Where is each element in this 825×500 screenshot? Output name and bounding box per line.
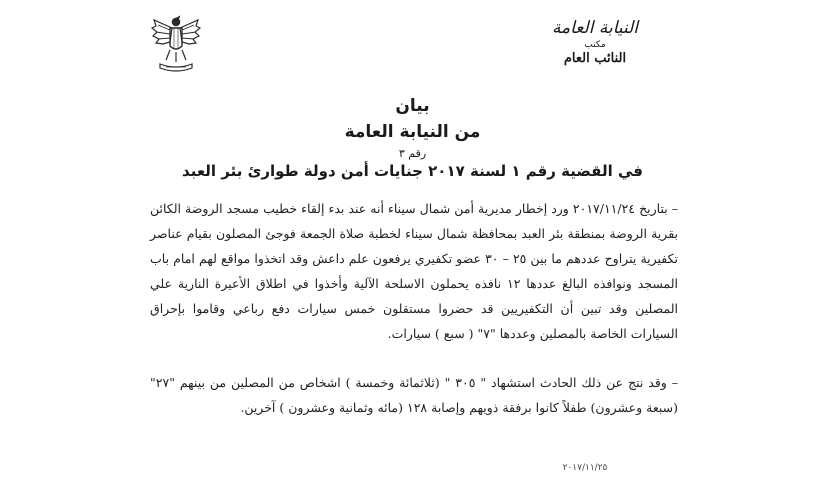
office-title: النائب العام [563,51,627,66]
paragraph-2-text: – وقد نتج عن ذلك الحادث استشهاد " ٣٠٥ " (ثلاثمائة وخمسة ) اشخاص من المصلين من بينهم "٢٧" (سبعة وعشرون) طفلاً كانوا برفقة ذويهم وإصابة ١٢٨ (مائه وثمانية وعشرون ) آخرين. [150,375,679,415]
body-paragraph [150,370,678,420]
office-header [515,18,675,66]
statement-number: رقم ٣ [398,147,427,160]
case-title: في القضية رقم ١ لسنة ٢٠١٧ جنايات أمن دولة طوارئ بئر العبد [182,162,643,180]
paragraph-1-text: – بتاريخ ٢٠١٧/١١/٢٤ ورد إخطار مديرية أمن شمال سيناء أنه عند بدء إلقاء خطيب مسجد الروضة الكائن بقرية الروضة بمنطقة بئر العبد بمحافظة شمال سيناء لخطبة صلاة الجمعة فوجئ المصلون بقيام عناصر تكفيرية يتراوح عددهم ما بين ٢٥ – ٣٠ عضو تكفيري يرفعون علم داعش وقد اتخذوا مواقع لهم امام باب المسجد ونوافذه البالغ عددها ١٢ نافذه يحملون الاسلحة الآلية وأخذوا في اطلاق الأعيرة النارية علي المصلين وقد تبين أن التكفيريين قد حضروا مستقلون خمس سيارات دفع رباعي وقاموا بإحراق السيارات الخاصة بالمصلين وعددها "٧" ( سبع ) سيارات. [150,201,678,341]
body-paragraph [150,196,678,346]
office-sub: مكتب [584,40,606,50]
eagle-emblem-icon [150,12,202,76]
document-date: ٢٠١٧/١١/٢٥ [562,463,608,473]
office-name: النيابة العامة [551,18,639,38]
authority-title: من النيابة العامة [344,122,481,142]
statement-title: بيان [395,96,430,116]
